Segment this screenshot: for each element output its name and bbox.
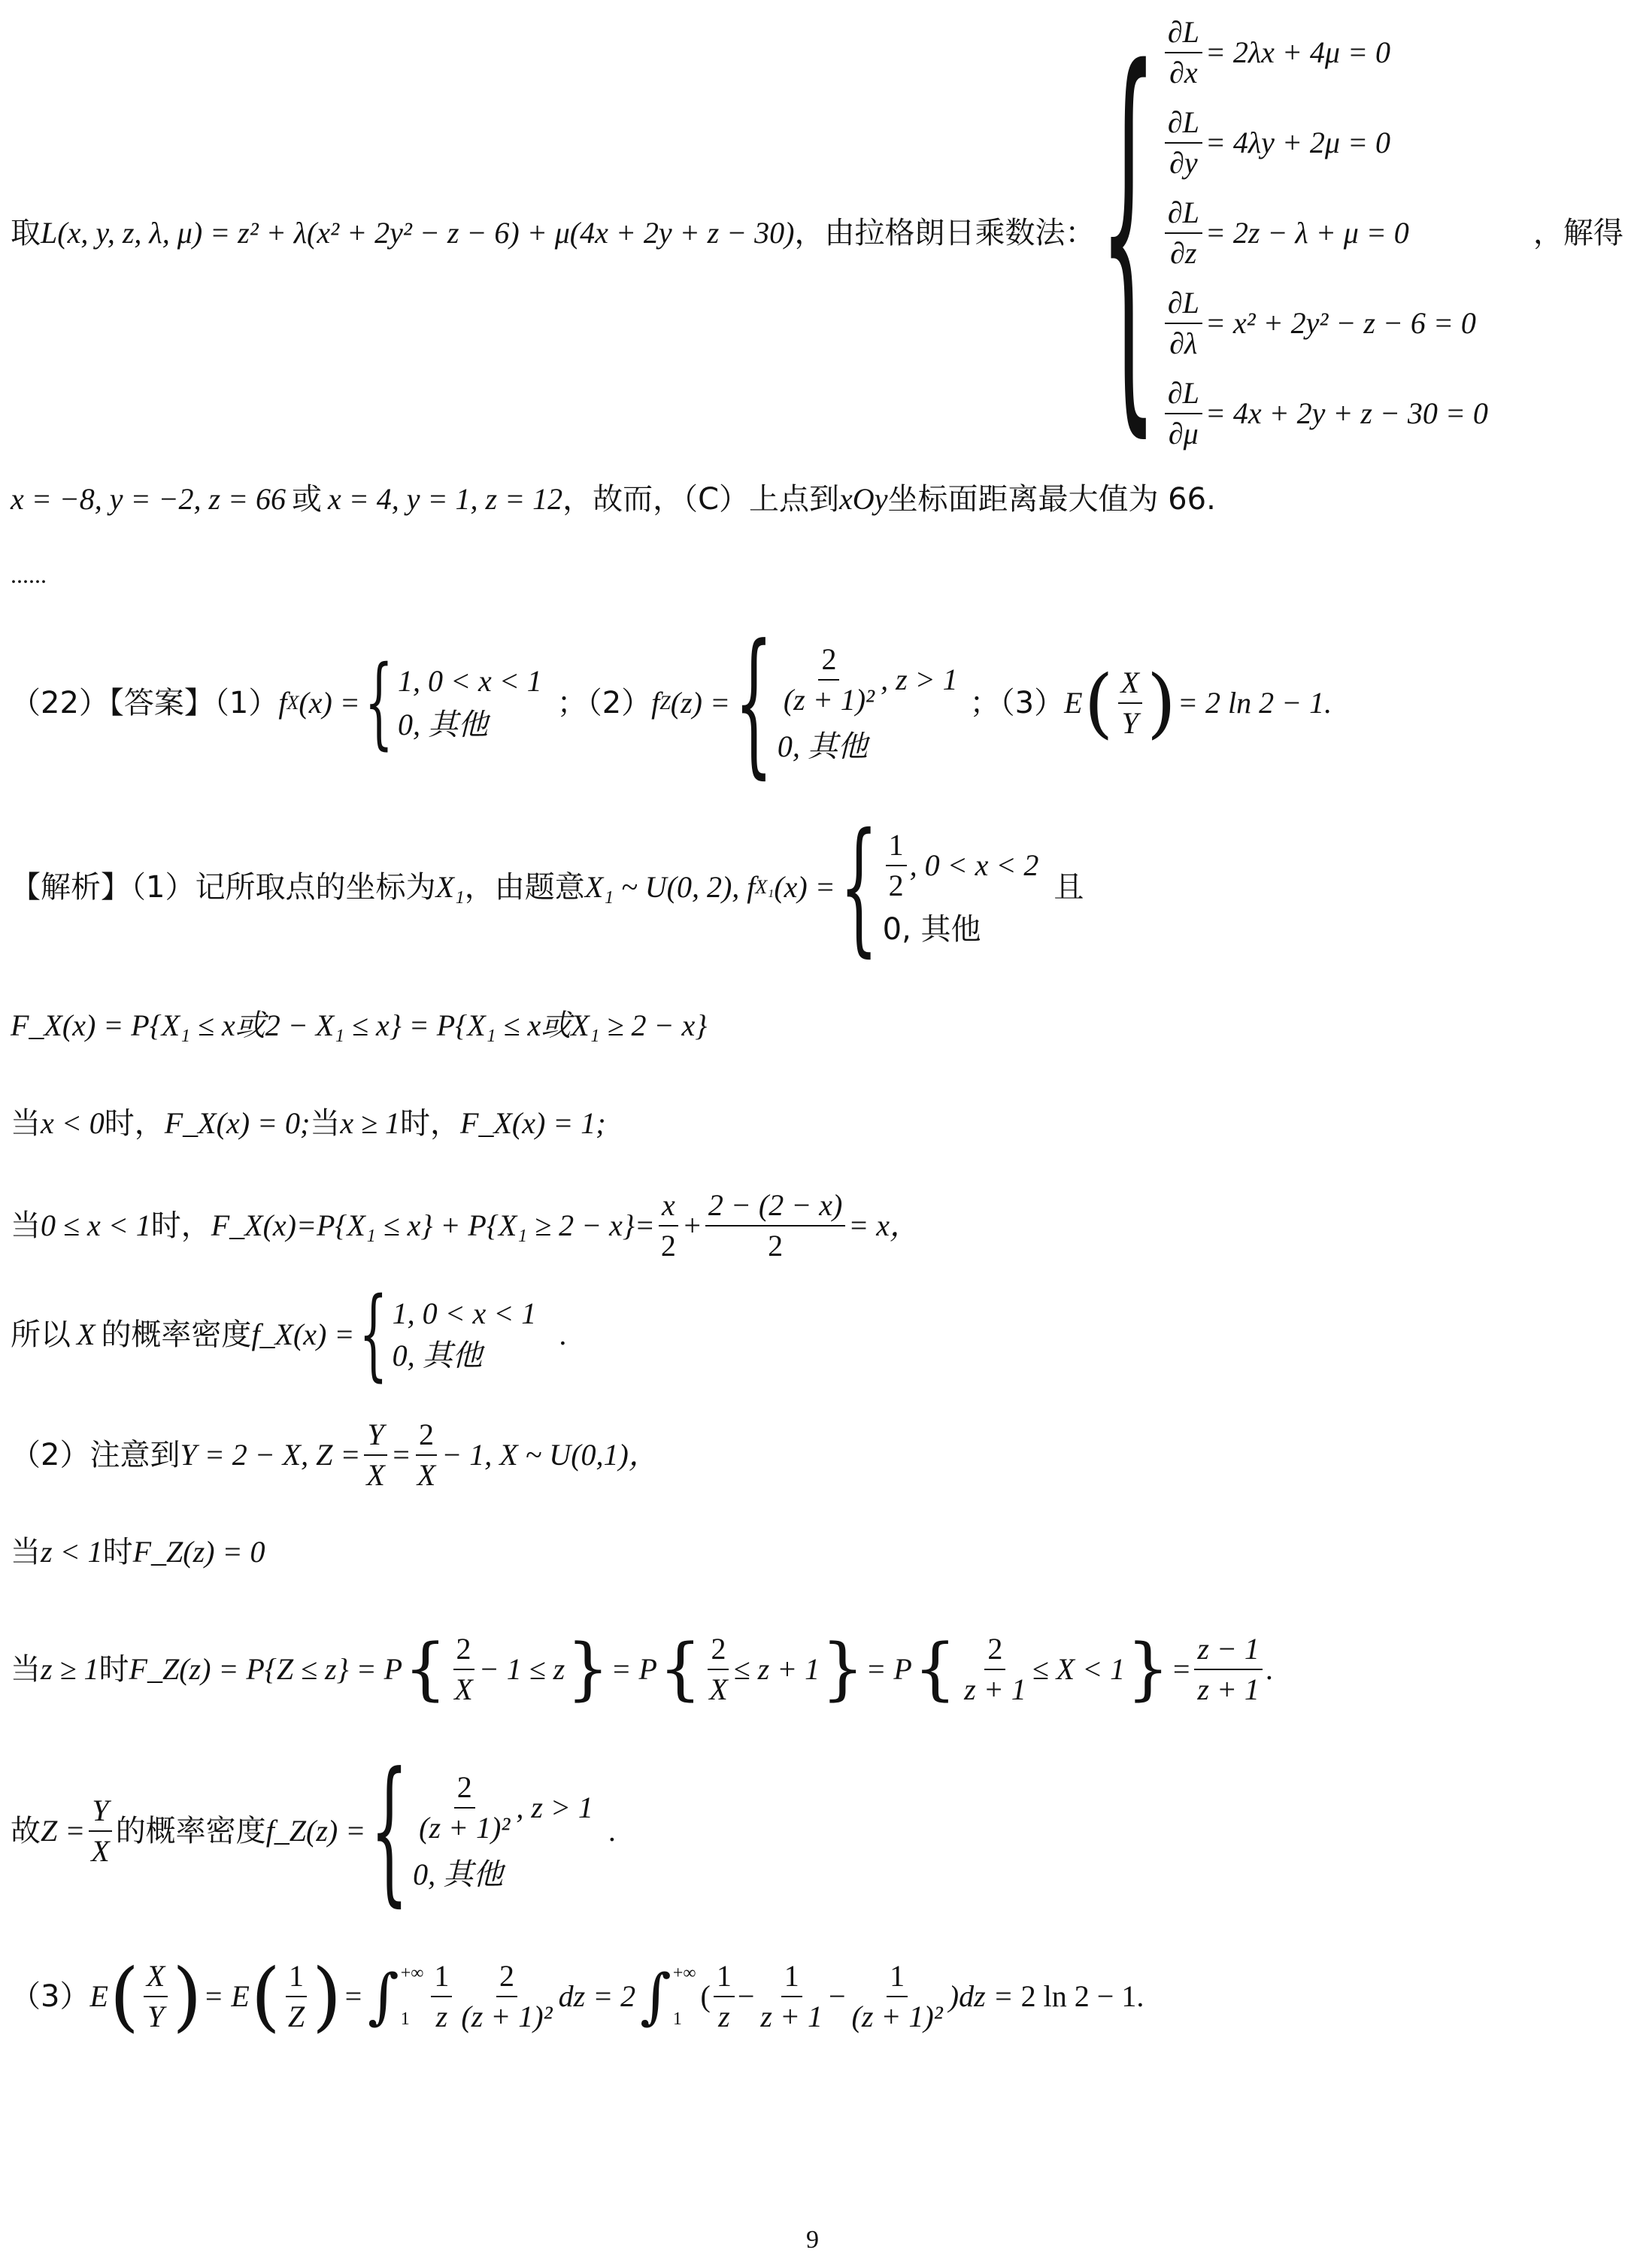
ellipsis: ...... [11,561,47,588]
mid-line: 当 0 ≤ x < 1 时， F_X(x)=P{X₁ ≤ x} + P{X₁ ≥ 2 − x}= $\frac{x}{2}$ + $\frac{2 - (2 - x)}{2}$ = x， [11,1188,920,1263]
density-z-line: 故 Z = $\frac{Y}{X}$ 的概率密度 f_Z(z) = { $\frac{2}{\text{(z + 1)²}}$ , z > 1 0, 其他 . [11,1739,616,1921]
density-x-line: 所以 X 的概率密度 f_X(x) = { 1, 0 < x < 1 0, 其他 . [11,1277,567,1393]
eq-4: $\frac{\partial L}{\partial\lambda}$ = x² + 2y² − z − 6 = 0 [1162,285,1488,362]
answer-line: （22）【答案】（1） f X (x) = { 1, 0 < x < 1 0, 其他 ；（2） f Z (z) = { $\frac{2}{\text{(z + 1)²}}$ , z > 1 0, 其他 ；（3） E ( $\frac{X}{Y}$ ) = 2 ln 2 − 1. [11,611,1332,793]
lagrange-system [1162,14,1488,452]
cases-line: 当 x < 0 时， F_X(x) = 0; 当 x ≥ 1 时， F_X(x) = 1; [11,1106,606,1141]
z-ge-1-line: 当 z ≥ 1 时 F_Z(z) = P{Z ≤ z} = P { $\frac{2}{X}$ − 1 ≤ z } = P { $\frac{2}{X}$ ≤ z + 1 } = P { $\frac{2}{z + 1}$ ≤ X < 1 } = $\frac{z - 1}{z + 1}$ . [11,1630,1273,1709]
lagrange-line [11,0,1623,472]
analysis-1: 【解析】（1）记所取点的坐标为 X₁ ，由题意 X₁ ~ U(0, 2), f X₁ (x) = { $\frac{1}{2}$ , 0 < x < 2 0, 其他 且 [11,802,1084,971]
system-brace: { [1099,0,1157,472]
solution-line: x = −8, y = −2, z = 66 或 x = 4, y = 1, z = 12 ，故而，（C）上点到 xOy 坐标面距离最大值为 66. [11,482,1216,517]
lagrange-method: ，由拉格朗日乘数法： [794,216,1096,250]
integral-sign-2: ∫ +∞ 1 [640,1961,696,2031]
eq-1: $\frac{\partial L}{\partial x}$ = 2λx + 4μ = 0 [1162,14,1488,91]
cdf-line: F_X(x) = P{X₁ ≤ x或2 − X₁ ≤ x} = P{X₁ ≤ x或X₁ ≥ 2 − x} [11,1008,708,1042]
z-lt-1-line: 当 z < 1 时 F_Z(z) = 0 [11,1535,265,1569]
lagrange-trail: ，解得 [1533,216,1623,250]
eq-3: $\frac{\partial L}{\partial z}$ = 2z − λ + μ = 0 [1162,195,1488,271]
integral-sign: ∫ +∞ 1 [368,1961,424,2031]
page-number: 9 [806,2226,819,2254]
lagrange-function: L(x, y, z, λ, μ) = z² + λ(x² + 2y² − z − 6) + μ(4x + 2y + z − 30) [41,216,795,250]
part3-line: （3） E ( $\frac{X}{Y}$ ) = E ( $\frac{1}{Z}$ ) = ∫ +∞ 1 $\frac{1}{z}$ $\frac{2}{\text{(z + 1)²}}$ dz = 2 ∫ +∞ 1 ( $\frac{1}{z}$ − $\frac{1}{z + 1}$ − $\frac{1}{\text{(z + 1)²}}$ )dz = 2 ln 2 − 1 . [11,1952,1144,2040]
eq-5: $\frac{\partial L}{\partial\mu}$ = 4x + 2y + z − 30 = 0 [1162,375,1488,452]
part2-line: （2）注意到 Y = 2 − X, Z = $\frac{Y}{X}$ = $\frac{2}{X}$ − 1, X ~ U(0,1)， [11,1418,659,1492]
eq-2: $\frac{\partial L}{\partial y}$ = 4λy + 2μ = 0 [1162,105,1488,181]
lagrange-lead: 取 [11,216,41,250]
